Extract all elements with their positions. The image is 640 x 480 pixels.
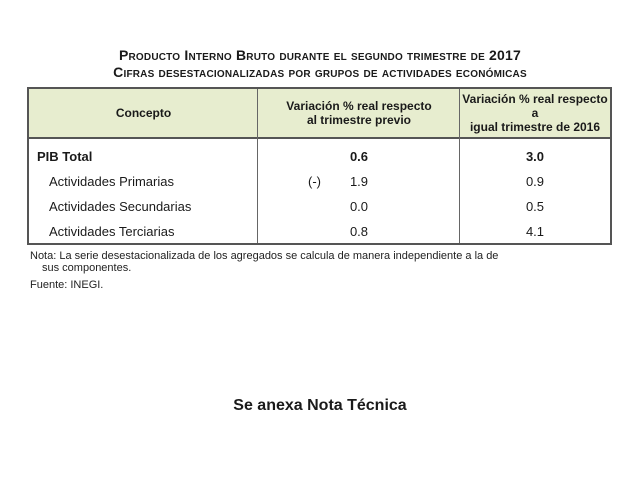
negative-sign: (-) — [308, 174, 321, 189]
row-concept: Actividades Primarias — [49, 174, 174, 189]
header-annual-change — [460, 89, 610, 137]
row-quarterly-value: 0.8 — [349, 224, 369, 239]
table-row — [29, 195, 610, 220]
title-line-2: Cifras desestacionalizadas por grupos de actividades económicas — [113, 64, 527, 80]
header-quarterly-line1: Variación % real respecto — [286, 99, 432, 113]
header-quarterly-line2: al trimestre previo — [306, 113, 412, 127]
table-row — [29, 220, 610, 245]
note-line-2: sus componentes. — [42, 262, 132, 274]
header-concept: Concepto — [115, 106, 172, 120]
header-annual-line2: igual trimestre de 2016 — [469, 120, 601, 134]
header-quarterly-change — [258, 89, 460, 137]
row-annual-value: 0.9 — [525, 174, 545, 189]
row-annual-value: 0.5 — [525, 199, 545, 214]
row-quarterly-value: 0.0 — [349, 199, 369, 214]
source-text: Fuente: INEGI. — [30, 279, 104, 291]
header-annual-line1: Variación % real respecto a — [462, 92, 608, 120]
row-quarterly-cell — [258, 174, 460, 189]
table-note — [30, 250, 570, 274]
row-concept: PIB Total — [37, 149, 93, 164]
gdp-table — [27, 87, 612, 245]
annex-notice: Se anexa Nota Técnica — [233, 397, 407, 414]
table-row — [29, 145, 610, 170]
title-line-1: Producto Interno Bruto durante el segundo trimestre de 2017 — [118, 47, 522, 63]
row-quarterly-value: 1.9 — [349, 174, 369, 189]
table-row — [29, 170, 610, 195]
row-annual-value: 3.0 — [525, 149, 545, 164]
note-line-1: Nota: La serie desestacionalizada de los agregados se calcula de manera independiente a la de — [30, 250, 499, 262]
row-concept: Actividades Secundarias — [49, 199, 192, 214]
row-quarterly-value: 0.6 — [349, 149, 369, 164]
table-header — [29, 89, 610, 139]
row-annual-value: 4.1 — [525, 224, 545, 239]
row-concept: Actividades Terciarias — [49, 224, 175, 239]
